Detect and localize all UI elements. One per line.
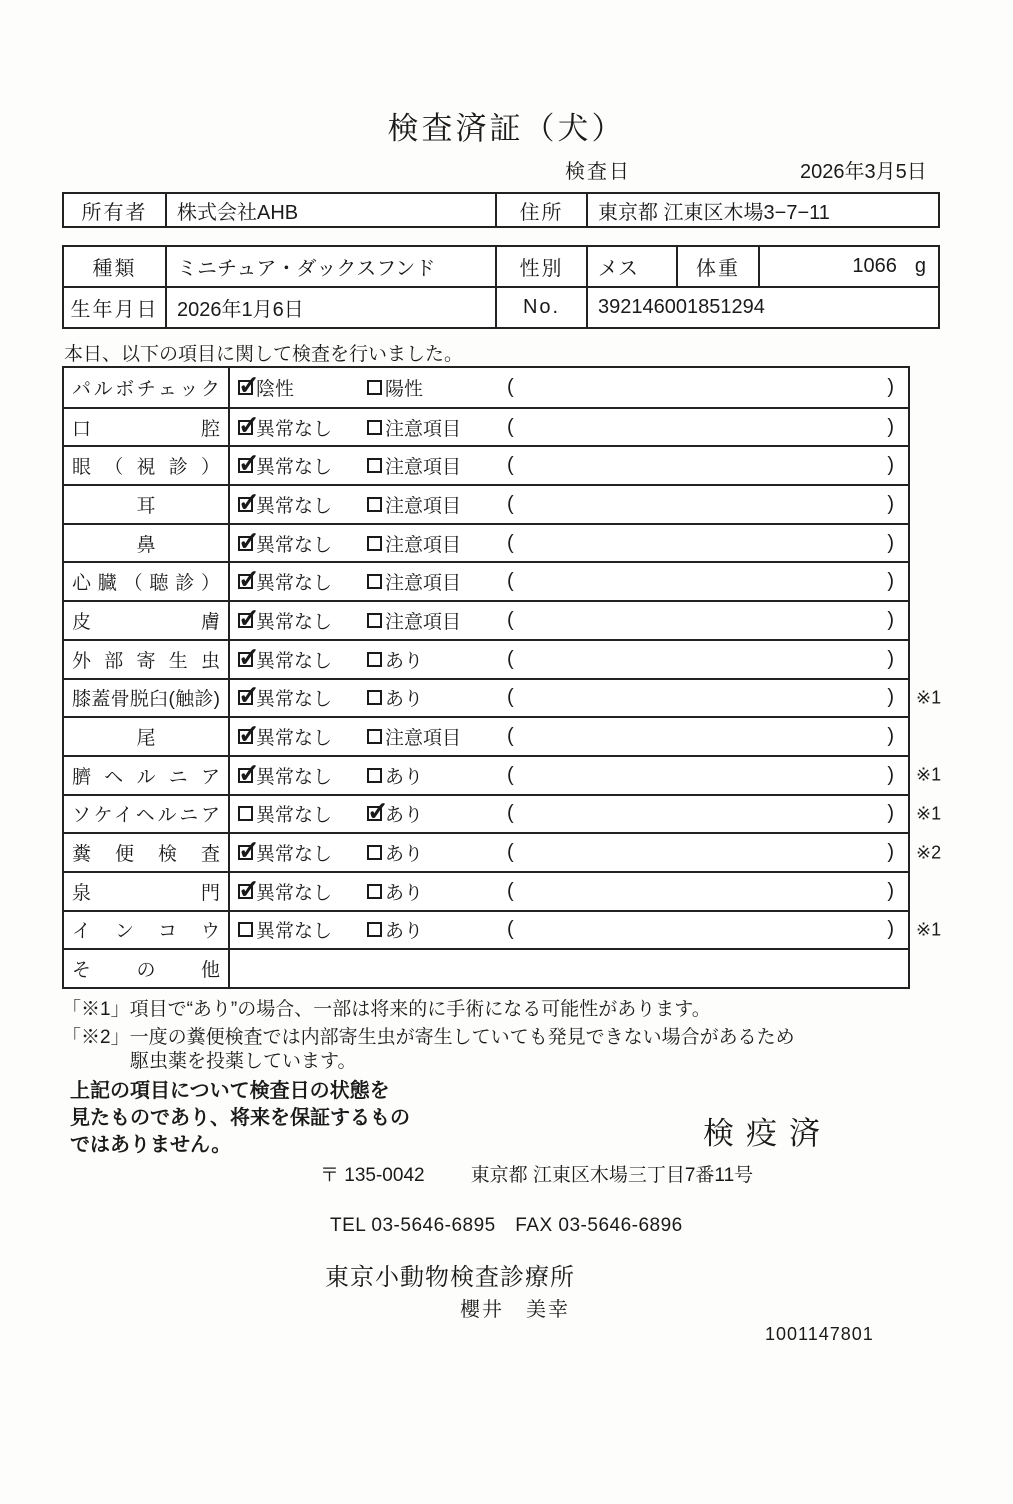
paren-close: ) <box>887 763 894 786</box>
footnote-2-line1: 「※2」一度の糞便検査では内部寄生虫が寄生していても発見できない場合があるため <box>62 1027 795 1048</box>
checkbox-icon <box>367 380 382 395</box>
exam-date-value: 2026年3月5日 <box>800 161 927 183</box>
disclaimer-line-1: 上記の項目について検査日の状態を <box>70 1080 390 1102</box>
option-normal: 異常なし <box>230 916 367 943</box>
item-label: 皮膚 <box>64 602 230 639</box>
checkbox-icon <box>238 574 253 589</box>
option-normal: ✓ 異常なし <box>230 839 367 866</box>
animal-info-table <box>62 245 940 329</box>
owner-label: 所有者 <box>64 194 167 226</box>
clinic-street-address: 東京都 江東区木場三丁目7番11号 <box>470 1165 754 1186</box>
remarks-field <box>499 376 908 399</box>
option-caution: 注意項目 <box>367 491 499 518</box>
sex-value: メス <box>588 247 678 286</box>
option-caution: 注意項目 <box>367 452 499 479</box>
remarks-field <box>499 648 908 671</box>
item-label: 口腔 <box>64 409 230 446</box>
remarks-field <box>499 686 908 709</box>
birth-label: 生年月日 <box>64 288 167 327</box>
option-present: あり <box>367 839 499 866</box>
address-value: 東京都 江東区木場3−7−11 <box>598 201 830 224</box>
weight-label: 体重 <box>678 247 760 286</box>
option-normal: ✓ 異常なし <box>230 762 367 789</box>
paren-close: ) <box>887 531 894 554</box>
item-label: 外部寄生虫 <box>64 641 230 678</box>
option-negative: ✓ 陰性 <box>230 374 367 401</box>
weight-unit: g <box>914 255 926 277</box>
option-present: あり <box>367 916 499 943</box>
disclaimer <box>70 1078 410 1159</box>
paren-close: ) <box>887 647 894 670</box>
option-present: あり <box>367 878 499 905</box>
paren-open: ( <box>507 802 514 825</box>
row-mouth <box>64 407 908 446</box>
inspection-table <box>62 366 942 989</box>
birth-value: 2026年1月6日 <box>167 288 497 327</box>
paren-open: ( <box>507 647 514 670</box>
option-normal: ✓ 異常なし <box>230 878 367 905</box>
remarks-field <box>499 454 908 477</box>
serial-number: 1001147801 <box>765 1324 874 1344</box>
checkbox-icon <box>238 380 253 395</box>
option-caution: 注意項目 <box>367 414 499 441</box>
option-present: あり <box>367 762 499 789</box>
checkbox-icon <box>238 613 253 628</box>
remarks-field <box>499 802 908 825</box>
checkbox-icon <box>367 845 382 860</box>
checkbox-icon <box>238 845 253 860</box>
option-normal: ✓ 異常なし <box>230 723 367 750</box>
option-present: ✓ あり <box>367 800 499 827</box>
checkbox-icon <box>367 729 382 744</box>
item-label: 膝蓋骨脱臼(触診) <box>64 680 230 717</box>
paren-open: ( <box>507 570 514 593</box>
row-eyes <box>64 445 908 484</box>
clinic-tel-fax: TEL 03-5646-6895 FAX 03-5646-6896 <box>330 1215 683 1236</box>
footnote-2-line2: 駆虫薬を投薬しています。 <box>130 1051 357 1072</box>
paren-open: ( <box>507 879 514 902</box>
checkbox-icon <box>238 458 253 473</box>
remarks-field <box>499 570 908 593</box>
option-normal: ✓ 異常なし <box>230 414 367 441</box>
no-value: 392146001851294 <box>598 296 765 318</box>
paren-open: ( <box>507 492 514 515</box>
remarks-field <box>499 725 908 748</box>
weight-value-cell <box>760 247 938 286</box>
item-label: 泉門 <box>64 873 230 910</box>
paren-close: ) <box>887 454 894 477</box>
checkbox-icon <box>238 768 253 783</box>
remarks-field <box>499 918 908 941</box>
intro-text: 本日、以下の項目に関して検査を行いました。 <box>64 344 464 365</box>
paren-close: ) <box>887 879 894 902</box>
paren-open: ( <box>507 415 514 438</box>
remarks-field <box>499 841 908 864</box>
paren-open: ( <box>507 918 514 941</box>
paren-open: ( <box>507 608 514 631</box>
footnote-ref: ※2 <box>916 842 942 863</box>
option-caution: 注意項目 <box>367 568 499 595</box>
paren-close: ) <box>887 608 894 631</box>
checkbox-icon <box>238 884 253 899</box>
footnote-ref: ※1 <box>916 687 942 708</box>
checkbox-icon <box>238 420 253 435</box>
item-label: ソケイヘルニア <box>64 796 230 833</box>
option-normal: ✓ 異常なし <box>230 646 367 673</box>
option-caution: 注意項目 <box>367 530 499 557</box>
quarantine-passed-stamp: 検疫済 <box>703 1116 832 1151</box>
row-tail <box>64 716 908 755</box>
option-normal: ✓ 異常なし <box>230 530 367 557</box>
remarks-field <box>499 880 908 903</box>
owner-value: 株式会社AHB <box>167 194 497 226</box>
checkbox-icon <box>367 884 382 899</box>
checkbox-icon <box>367 574 382 589</box>
item-label: 鼻 <box>64 525 230 562</box>
checkbox-icon <box>367 690 382 705</box>
clinic-postal-address <box>320 1160 753 1187</box>
paren-open: ( <box>507 763 514 786</box>
checkbox-icon <box>238 536 253 551</box>
disclaimer-line-2: 見たものであり、将来を保証するもの <box>70 1107 410 1129</box>
paren-close: ) <box>887 841 894 864</box>
checkbox-icon <box>238 806 253 821</box>
item-label: インコウ <box>64 912 230 949</box>
row-patella <box>64 678 942 717</box>
checkbox-icon <box>367 536 382 551</box>
option-normal: ✓ 異常なし <box>230 491 367 518</box>
breed-value: ミニチュア・ダックスフンド <box>167 247 497 286</box>
footnote-ref: ※1 <box>916 803 942 824</box>
remarks-field <box>499 532 908 555</box>
owner-info-table <box>62 192 940 228</box>
remarks-field <box>499 493 908 516</box>
paren-close: ) <box>887 918 894 941</box>
item-label: 眼（視診） <box>64 447 230 484</box>
clinic-name: 東京小動物検査診療所 <box>325 1264 575 1291</box>
remarks-field <box>499 764 908 787</box>
checkbox-icon <box>238 729 253 744</box>
checkbox-icon <box>367 768 382 783</box>
footnote-1: 「※1」項目で“あり”の場合、一部は将来的に手術になる可能性があります。 <box>62 999 711 1020</box>
breed-row <box>64 247 938 286</box>
paren-open: ( <box>507 841 514 864</box>
option-normal: 異常なし <box>230 800 367 827</box>
row-other <box>64 948 908 987</box>
checkbox-icon <box>367 497 382 512</box>
footnote-ref: ※1 <box>916 919 942 940</box>
owner-row <box>64 194 938 226</box>
checkbox-icon <box>367 922 382 937</box>
row-inguinal-hernia <box>64 794 942 833</box>
paren-close: ) <box>887 686 894 709</box>
checkbox-icon <box>238 690 253 705</box>
option-present: あり <box>367 646 499 673</box>
option-present: あり <box>367 684 499 711</box>
paren-close: ) <box>887 725 894 748</box>
spacer <box>425 1160 471 1187</box>
paren-open: ( <box>507 725 514 748</box>
paren-close: ) <box>887 415 894 438</box>
postal-code: 〒 135-0042 <box>320 1165 425 1186</box>
item-label: 心臓（聴診） <box>64 563 230 600</box>
page-title: 検査済証（犬） <box>387 111 626 146</box>
item-label: パルボチェック <box>64 368 230 407</box>
row-parvo <box>64 368 908 407</box>
checkbox-icon <box>367 652 382 667</box>
checkbox-icon <box>238 922 253 937</box>
birth-row <box>64 286 938 327</box>
option-caution: 注意項目 <box>367 723 499 750</box>
option-positive: 陽性 <box>367 374 499 401</box>
row-heart <box>64 561 908 600</box>
paren-open: ( <box>507 454 514 477</box>
veterinarian-name: 櫻井 美幸 <box>460 1299 570 1321</box>
option-normal: ✓ 異常なし <box>230 607 367 634</box>
option-normal: ✓ 異常なし <box>230 568 367 595</box>
paren-close: ) <box>887 802 894 825</box>
option-normal: ✓ 異常なし <box>230 684 367 711</box>
item-label: 尾 <box>64 718 230 755</box>
sex-label: 性別 <box>497 247 588 286</box>
paren-open: ( <box>507 686 514 709</box>
row-umbilical-hernia <box>64 755 942 794</box>
item-label: 耳 <box>64 486 230 523</box>
checkbox-icon <box>367 420 382 435</box>
row-inkou <box>64 910 942 949</box>
paren-open: ( <box>507 375 514 398</box>
paren-close: ) <box>887 375 894 398</box>
remarks-field <box>499 609 908 632</box>
paren-close: ) <box>887 570 894 593</box>
item-label: 臍ヘルニア <box>64 757 230 794</box>
footnote-ref: ※1 <box>916 764 942 785</box>
weight-value: 1066 <box>852 255 897 277</box>
option-normal: ✓ 異常なし <box>230 452 367 479</box>
row-fecal-exam <box>64 832 942 871</box>
row-fontanelle <box>64 871 908 910</box>
option-caution: 注意項目 <box>367 607 499 634</box>
exam-date-label: 検査日 <box>565 161 631 183</box>
checkbox-icon <box>367 613 382 628</box>
address-label: 住所 <box>497 194 588 226</box>
no-label: No. <box>497 288 588 327</box>
breed-label: 種類 <box>64 247 167 286</box>
paren-open: ( <box>507 531 514 554</box>
checkbox-icon <box>367 806 382 821</box>
row-ears <box>64 484 908 523</box>
row-ectoparasite <box>64 639 908 678</box>
disclaimer-line-3: ではありません。 <box>70 1134 232 1156</box>
row-skin <box>64 600 908 639</box>
remarks-field <box>499 416 908 439</box>
checkbox-icon <box>367 458 382 473</box>
checkbox-icon <box>238 497 253 512</box>
item-label: その他 <box>64 950 230 987</box>
item-label: 糞便検査 <box>64 834 230 871</box>
checkbox-icon <box>238 652 253 667</box>
paren-close: ) <box>887 492 894 515</box>
row-nose <box>64 523 908 562</box>
